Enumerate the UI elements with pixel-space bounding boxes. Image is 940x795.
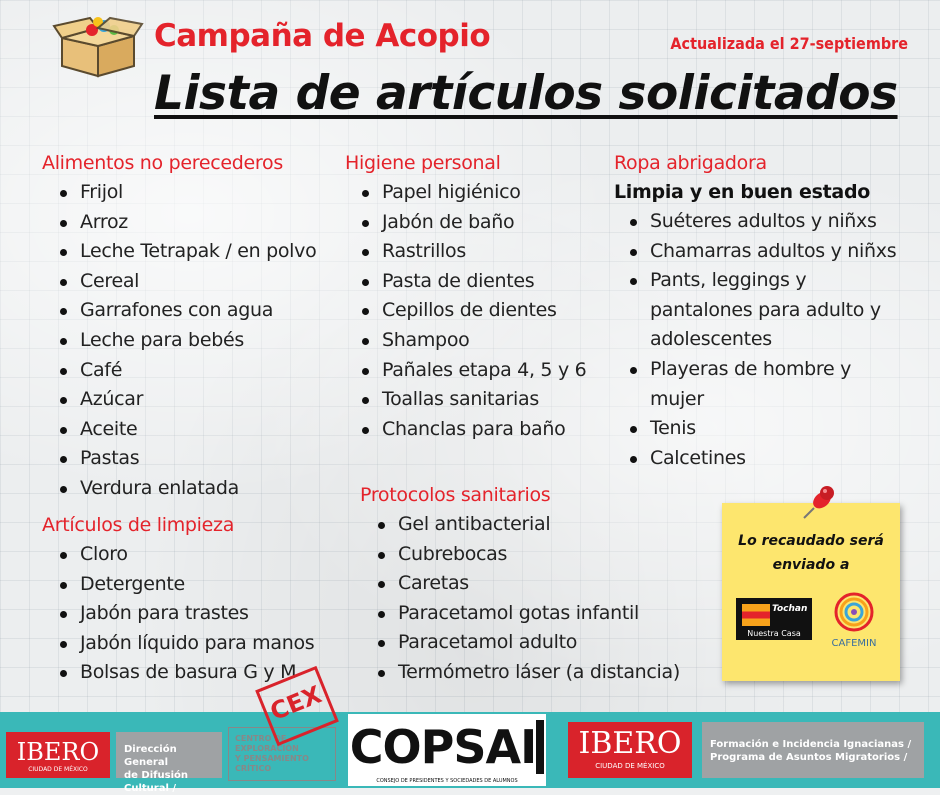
list-item: Jabón de baño xyxy=(344,208,586,238)
cex-line: CENTRO DE xyxy=(235,734,287,743)
list-item: Cloro xyxy=(42,540,314,570)
list-item: Leche para bebés xyxy=(42,326,316,356)
list-item: Aceite xyxy=(42,415,316,445)
list-item: Gel antibacterial xyxy=(360,510,680,540)
tochan-logo-sub: Nuestra Casa xyxy=(747,629,801,638)
copsai-logo-bar xyxy=(536,720,544,774)
cex-line: Y PENSAMIENTO xyxy=(235,754,309,763)
list-item: Jabón líquido para manos xyxy=(42,629,314,659)
campaign-title: Campaña de Acopio xyxy=(154,18,491,54)
ibero-logo-city: CIUDAD DE MÉXICO xyxy=(595,762,665,770)
list-item: Jabón para trastes xyxy=(42,599,314,629)
ibero-logo-name: IBERO xyxy=(16,738,100,766)
formacion-line: Programa de Asuntos Migratorios / xyxy=(710,752,908,763)
section-title-protocolos: Protocolos sanitarios xyxy=(360,484,551,506)
list-item: Playeras de hombre y mujer xyxy=(612,355,922,414)
list-item: Pastas xyxy=(42,444,316,474)
note-line: Lo recaudado será xyxy=(738,533,884,549)
update-date: Actualizada el 27-septiembre xyxy=(670,34,908,53)
list-higiene xyxy=(344,178,586,444)
tochan-logo-name: Tochan xyxy=(772,604,808,614)
list-item: Papel higiénico xyxy=(344,178,586,208)
note-text xyxy=(722,529,900,577)
difusion-line: Dirección General xyxy=(124,744,177,768)
list-item: Suéteres adultos y niñxs xyxy=(612,207,922,237)
list-item: Paracetamol gotas infantil xyxy=(360,599,680,629)
list-item: Cepillos de dientes xyxy=(344,296,586,326)
list-item: Caretas xyxy=(360,569,680,599)
list-item: Cubrebocas xyxy=(360,540,680,570)
ibero-logo-2 xyxy=(568,722,692,778)
list-item: Pañales etapa 4, 5 y 6 xyxy=(344,356,586,386)
list-item: Café xyxy=(42,356,316,386)
section-title-higiene: Higiene personal xyxy=(345,152,501,174)
list-item: Paracetamol adulto xyxy=(360,628,680,658)
difusion-line: de Difusión Cultural / xyxy=(124,770,188,794)
list-alimentos xyxy=(42,178,316,504)
formacion-logo xyxy=(702,722,924,778)
list-item: Tenis xyxy=(612,414,922,444)
list-item: Detergente xyxy=(42,570,314,600)
page-title: Lista de artículos solicitados xyxy=(154,66,898,121)
list-item: Azúcar xyxy=(42,385,316,415)
formacion-line: Formación e Incidencia Ignacianas / xyxy=(710,739,912,750)
copsai-logo-sub: CONSEJO DE PRESIDENTES Y SOCIEDADES DE ALUMNOS xyxy=(376,778,518,784)
note-line: enviado a xyxy=(772,557,850,573)
section-title-ropa: Ropa abrigadora xyxy=(614,152,767,174)
list-item: Calcetines xyxy=(612,444,922,474)
list-item: Leche Tetrapak / en polvo xyxy=(42,237,316,267)
list-item: Verdura enlatada xyxy=(42,474,316,504)
copsai-logo xyxy=(348,714,546,786)
list-ropa xyxy=(612,207,922,473)
cafemin-logo-name: CAFEMIN xyxy=(831,638,877,649)
list-item: Chanclas para baño xyxy=(344,415,586,445)
box-icon xyxy=(52,16,144,78)
list-item: Frijol xyxy=(42,178,316,208)
list-item: Toallas sanitarias xyxy=(344,385,586,415)
cex-line: EXPLORACIÓN xyxy=(235,744,299,753)
ibero-logo-name: IBERO xyxy=(578,726,682,761)
list-limpieza xyxy=(42,540,314,688)
list-item: Pants, leggings y pantalones para adulto y adolescentes xyxy=(612,266,922,355)
ibero-logo-city: CIUDAD DE MÉXICO xyxy=(28,766,88,773)
list-item: Pasta de dientes xyxy=(344,267,586,297)
list-item: Arroz xyxy=(42,208,316,238)
cafemin-logo-mark xyxy=(824,590,884,634)
pushpin-icon xyxy=(800,482,840,522)
list-item: Termómetro láser (a distancia) xyxy=(360,658,680,688)
list-item: Rastrillos xyxy=(344,237,586,267)
cex-stamp: CEX xyxy=(255,666,339,746)
difusion-cultural-logo xyxy=(116,732,222,794)
copsai-logo-name: COPSAI xyxy=(349,720,537,774)
list-item: Bolsas de basura G y M xyxy=(42,658,314,688)
cex-line: CRÍTICO xyxy=(235,764,272,773)
list-protocolos xyxy=(360,510,680,688)
tochan-logo-mark xyxy=(742,604,770,626)
section-title-alimentos: Alimentos no perecederos xyxy=(42,152,283,174)
ibero-logo xyxy=(6,732,110,778)
tochan-logo xyxy=(736,598,812,640)
list-item: Chamarras adultos y niñxs xyxy=(612,237,922,267)
list-item: Cereal xyxy=(42,267,316,297)
section-title-limpieza: Artículos de limpieza xyxy=(42,514,235,536)
list-item: Shampoo xyxy=(344,326,586,356)
list-item: Garrafones con agua xyxy=(42,296,316,326)
cafemin-logo xyxy=(824,590,884,650)
section-subtitle-ropa: Limpia y en buen estado xyxy=(614,181,871,203)
